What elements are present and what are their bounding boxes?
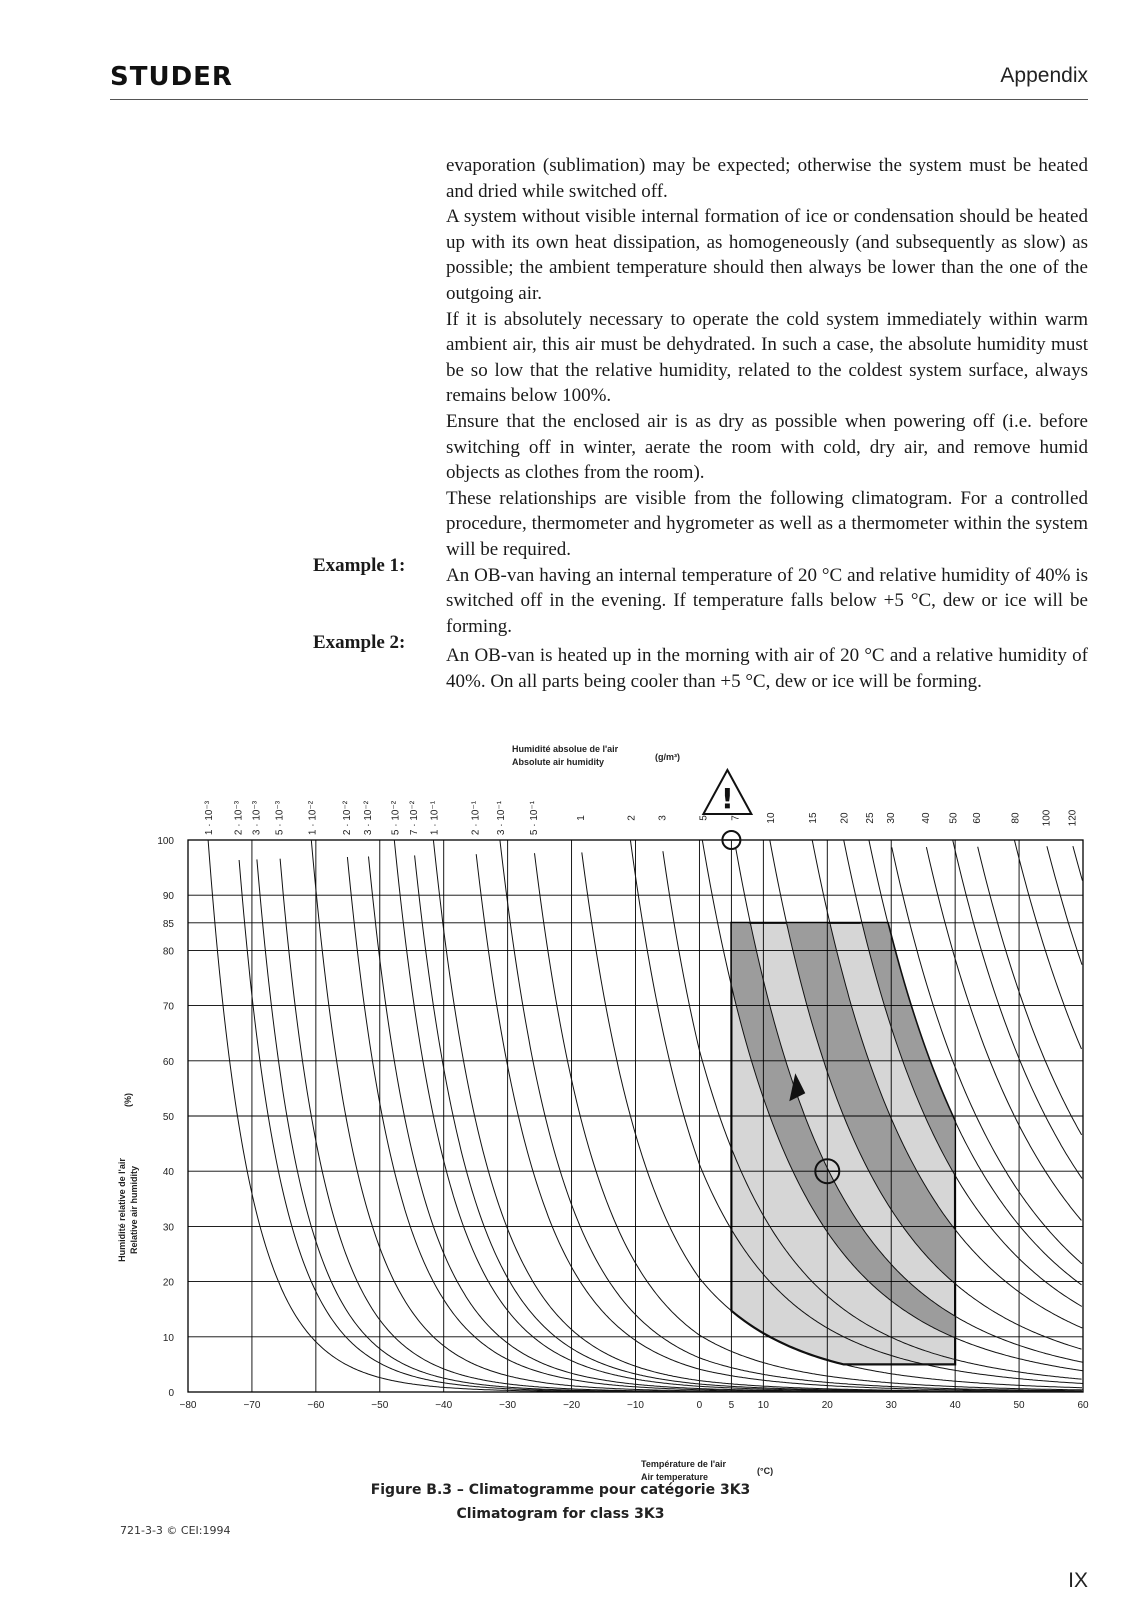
x-tick-label: −60 — [307, 1400, 325, 1411]
y-tick-label: 20 — [162, 1277, 174, 1289]
curve-label: 1 · 10⁻¹ — [429, 800, 441, 836]
curve-label: 50 — [948, 812, 960, 824]
curve-label: 5 · 10⁻¹ — [528, 800, 540, 836]
x-tick-label: 40 — [949, 1400, 961, 1411]
y-tick-label: 90 — [162, 891, 174, 903]
curve-label: 30 — [886, 812, 898, 824]
studer-logo: STUDER — [110, 62, 233, 92]
curve-label: 5 · 10⁻² — [390, 800, 402, 836]
y-axis-title-fr: Humidité relative de l'air — [117, 1158, 127, 1262]
figure-caption-fr: Figure B.3 – Climatogramme pour catégorie 3K3 — [370, 1482, 751, 1498]
y-tick-label: 85 — [162, 918, 174, 930]
x-tick-label: 50 — [1013, 1400, 1025, 1411]
body-text — [446, 153, 1088, 694]
humidity-curve — [280, 859, 1082, 1392]
humidity-curve — [257, 859, 1082, 1392]
x-tick-label: 0 — [696, 1400, 703, 1411]
curve-label: 1 — [576, 815, 588, 821]
footer-reference: 721-3-3 © CEI:1994 — [120, 1524, 231, 1537]
x-axis-title-fr: Température de l'air — [641, 1459, 727, 1469]
humidity-curve — [953, 840, 1082, 1179]
climatogram-svg — [0, 740, 1121, 1500]
curve-label: 3 · 10⁻³ — [251, 800, 263, 836]
figure-caption-en: Climatogram for class 3K3 — [456, 1506, 665, 1522]
y-axis-title-en: Relative air humidity — [129, 1165, 139, 1255]
curve-label: 2 — [626, 815, 638, 821]
x-tick-label: −20 — [563, 1400, 581, 1411]
curve-label: 5 · 10⁻³ — [274, 800, 286, 836]
y-tick-label: 0 — [168, 1388, 174, 1399]
climatogram-chart — [0, 740, 1121, 1500]
curve-label: 2 · 10⁻² — [341, 800, 353, 836]
paragraph: These relationships are visible from the following climatogram. For a controlled procedure, thermometer and hygrometer as well as a thermometer within the system will be required. — [446, 487, 1088, 560]
humidity-curve — [1014, 840, 1081, 1049]
header-rule — [110, 99, 1088, 100]
x-tick-label: −10 — [627, 1400, 644, 1411]
humidity-curve — [978, 847, 1082, 1135]
y-tick-label: 10 — [162, 1332, 174, 1344]
curve-label: 2 · 10⁻³ — [233, 800, 245, 836]
x-tick-label: 20 — [821, 1400, 833, 1411]
example-2-label: Example 2: — [313, 632, 406, 653]
humidity-curve — [1073, 846, 1083, 881]
curve-label: 20 — [839, 812, 851, 824]
curve-label: 3 — [657, 815, 669, 821]
paragraph: A system without visible internal formation of ice or condensation should be heated up with its own heat dissipation, as homogeneously (and subsequently as slow) as possible; the ambient temperature should then always be lower than the one of the outgoing air. — [446, 206, 1088, 304]
example-1-label: Example 1: — [313, 555, 406, 576]
x-axis-unit: (°C) — [757, 1466, 774, 1476]
example-2-text: An OB-van is heated up in the morning with air of 20 °C and a relative humidity of 40%. On all parts being cooler than +5 °C, dew or ice will be forming. — [446, 645, 1088, 692]
y-tick-label: 50 — [162, 1112, 174, 1123]
x-tick-label: 5 — [728, 1400, 735, 1411]
curve-label: 7 · 10⁻² — [409, 800, 420, 836]
x-tick-label: −30 — [499, 1400, 517, 1411]
paragraph: If it is absolutely necessary to operate the cold system immediately within warm ambient air, this air must be dehydrated. In such a case, the absolute humidity must be so low that the relative humidity, related to the coldest system surface, always remains below 100%. — [446, 308, 1088, 407]
humidity-curve — [239, 860, 1083, 1392]
curve-label: 1 · 10⁻² — [307, 800, 319, 836]
y-tick-label: 80 — [162, 946, 174, 958]
curve-label: 60 — [972, 812, 984, 824]
top-axis-title-fr: Humidité absolue de l'air — [512, 744, 619, 754]
top-axis-unit: (g/m³) — [655, 752, 680, 762]
y-tick-label: 60 — [162, 1056, 174, 1068]
paragraph: Ensure that the enclosed air is as dry as possible when powering off (i.e. before switching off in winter, aerate the room with cold, dry air, and remove humid objects as clothes from the room). — [446, 410, 1088, 484]
y-tick-label: 30 — [162, 1222, 174, 1234]
curve-label: 5 — [698, 815, 710, 821]
x-tick-label: 60 — [1077, 1400, 1089, 1411]
x-tick-label: −40 — [435, 1400, 453, 1411]
y-tick-label: 70 — [162, 1001, 174, 1013]
y-tick-label: 40 — [162, 1167, 174, 1179]
curve-label: 1 · 10⁻³ — [204, 800, 216, 836]
page-number: IX — [1068, 1569, 1088, 1592]
x-tick-label: −80 — [179, 1400, 197, 1411]
example-1-text: An OB-van having an internal temperature of 20 °C and relative humidity of 40% is switched off in the evening. If temperature falls below +5 °C, dew or ice will be forming. — [446, 564, 1088, 637]
x-axis-title-en: Air temperature — [641, 1472, 709, 1482]
curve-label: 2 · 10⁻¹ — [470, 800, 482, 836]
curve-label: 10 — [765, 812, 777, 824]
curve-label: 3 · 10⁻¹ — [495, 800, 507, 836]
x-tick-label: 30 — [885, 1400, 897, 1411]
curve-label: 25 — [864, 812, 876, 824]
humidity-curve — [347, 857, 1082, 1392]
y-axis-unit: (%) — [123, 1093, 133, 1107]
curve-label: 100 — [1041, 809, 1053, 827]
top-axis-title-en: Absolute air humidity — [512, 757, 605, 767]
curve-label: 15 — [808, 812, 820, 824]
warning-exclamation-icon: ! — [721, 782, 734, 815]
humidity-curve — [369, 857, 1083, 1392]
x-tick-label: −50 — [371, 1400, 389, 1411]
y-tick-label: 100 — [157, 836, 174, 847]
x-tick-label: 10 — [757, 1400, 769, 1411]
curve-label: 120 — [1067, 809, 1079, 827]
humidity-curve — [1047, 846, 1082, 965]
curve-label: 3 · 10⁻² — [362, 800, 374, 836]
curve-label: 7 — [730, 815, 742, 821]
paragraph: evaporation (sublimation) may be expected; otherwise the system must be heated and dried while switched off. — [446, 155, 1088, 202]
section-title: Appendix — [1000, 64, 1088, 87]
x-tick-label: −70 — [243, 1400, 261, 1411]
curve-label: 40 — [920, 812, 932, 824]
curve-label: 80 — [1010, 812, 1022, 824]
